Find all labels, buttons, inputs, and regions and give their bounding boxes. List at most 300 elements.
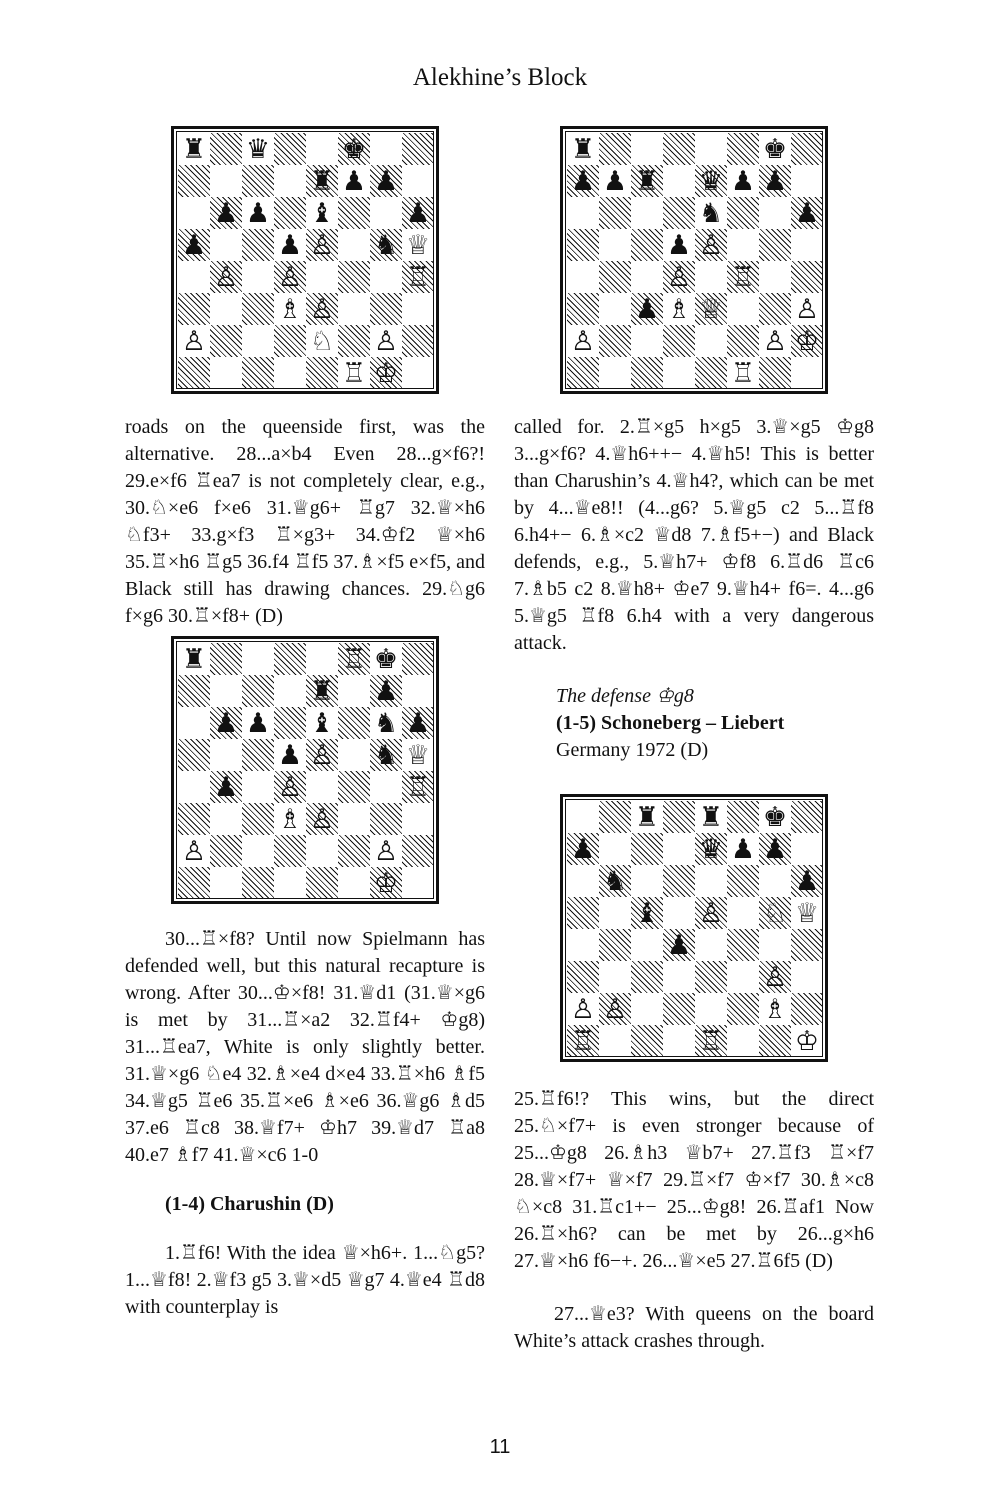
- board-square: [402, 835, 434, 867]
- board-square: [759, 261, 791, 293]
- board-square: [370, 643, 402, 675]
- board-square: [274, 261, 306, 293]
- white-pawn-icon: ♙: [570, 993, 596, 1025]
- board-square: [631, 325, 663, 357]
- board-square: [727, 325, 759, 357]
- chess-diagram-4: [560, 794, 828, 1062]
- board-square: [210, 675, 242, 707]
- black-king-icon: ♚: [373, 643, 399, 675]
- board-square: [178, 357, 210, 389]
- board-square: [695, 197, 727, 229]
- board-square: [695, 961, 727, 993]
- board-square: [242, 229, 274, 261]
- board-square: [274, 739, 306, 771]
- white-rook-icon: ♖: [730, 357, 756, 389]
- board-square: [402, 867, 434, 899]
- black-pawn-icon: ♟: [277, 229, 303, 261]
- board-square: [370, 197, 402, 229]
- white-pawn-icon: ♙: [373, 325, 399, 357]
- board-square: [338, 325, 370, 357]
- black-king-icon: ♚: [762, 801, 788, 833]
- board-square: [759, 229, 791, 261]
- board-square: [631, 229, 663, 261]
- board-square: [306, 197, 338, 229]
- board-square: [306, 165, 338, 197]
- board-square: [759, 801, 791, 833]
- board-square: [599, 929, 631, 961]
- board-square: [402, 261, 434, 293]
- board-square: [567, 929, 599, 961]
- white-pawn-icon: ♙: [181, 325, 207, 357]
- board-square: [663, 293, 695, 325]
- board-square: [695, 993, 727, 1025]
- black-queen-icon: ♛: [698, 833, 724, 865]
- board-square: [695, 165, 727, 197]
- black-pawn-icon: ♟: [762, 833, 788, 865]
- board-square: [338, 133, 370, 165]
- board-square: [370, 357, 402, 389]
- board-square: [791, 357, 823, 389]
- board-square: [210, 643, 242, 675]
- black-knight-icon: ♞: [698, 197, 724, 229]
- board-square: [695, 293, 727, 325]
- board-square: [791, 165, 823, 197]
- board-square: [306, 675, 338, 707]
- board-square: [759, 293, 791, 325]
- black-knight-icon: ♞: [373, 707, 399, 739]
- white-bishop-icon: ♗: [277, 293, 303, 325]
- board-square: [727, 833, 759, 865]
- board-square: [599, 325, 631, 357]
- board-square: [599, 293, 631, 325]
- paragraph: 25.♖f6!? This wins, but the direct 25.♘×f7+ is even stronger because of 25...♔g8 26.♗h3 ♕b7+ 27.♖f3 ♖×f7 28.♕×f7+ ♕×f7 29.♖×f7 ♔×f7 30.♗×c8 ♘×c8 31.♖c1+− 25...♔g8! 26.♖af1 Now 26.♖×h6? can be met by 26...g×h6 27.♕×h6 f6−+. 26...♕×e5 27.♖6f5 (D): [514, 1088, 874, 1272]
- board-square: [370, 739, 402, 771]
- board-square: [695, 929, 727, 961]
- board-square: [242, 165, 274, 197]
- board-square: [631, 1025, 663, 1057]
- board-square: [242, 675, 274, 707]
- board-square: [338, 293, 370, 325]
- board-square: [791, 801, 823, 833]
- board-square: [759, 197, 791, 229]
- board-square: [567, 833, 599, 865]
- board-square: [727, 993, 759, 1025]
- board-square: [759, 165, 791, 197]
- white-rook-icon: ♖: [570, 1025, 596, 1057]
- board-square: [370, 707, 402, 739]
- board-square: [274, 675, 306, 707]
- black-pawn-icon: ♟: [213, 707, 239, 739]
- board-square: [210, 197, 242, 229]
- black-pawn-icon: ♟: [570, 833, 596, 865]
- board-square: [306, 229, 338, 261]
- white-pawn-icon: ♙: [602, 993, 628, 1025]
- board-square: [759, 865, 791, 897]
- board-square: [210, 707, 242, 739]
- board-square: [599, 261, 631, 293]
- board-square: [210, 803, 242, 835]
- board-square: [599, 197, 631, 229]
- board-square: [242, 261, 274, 293]
- board-square: [759, 1025, 791, 1057]
- black-knight-icon: ♞: [373, 229, 399, 261]
- white-pawn-icon: ♙: [309, 803, 335, 835]
- board-square: [663, 929, 695, 961]
- white-bishop-icon: ♗: [666, 293, 692, 325]
- board-square: [242, 803, 274, 835]
- section-title: The defense ♔g8: [556, 685, 694, 707]
- board-square: [567, 293, 599, 325]
- board-square: [663, 357, 695, 389]
- board-square: [402, 133, 434, 165]
- black-pawn-icon: ♟: [634, 293, 660, 325]
- white-rook-icon: ♖: [341, 643, 367, 675]
- board-square: [402, 643, 434, 675]
- board-square: [178, 739, 210, 771]
- board-square: [210, 165, 242, 197]
- board-square: [663, 165, 695, 197]
- white-bishop-icon: ♗: [762, 993, 788, 1025]
- board-square: [599, 357, 631, 389]
- white-rook-icon: ♖: [405, 261, 431, 293]
- right-column: [514, 414, 874, 764]
- board-square: [178, 165, 210, 197]
- board-square: [695, 133, 727, 165]
- board-square: [178, 229, 210, 261]
- board-square: [274, 771, 306, 803]
- black-rook-icon: ♜: [309, 675, 335, 707]
- black-queen-icon: ♛: [698, 165, 724, 197]
- board-square: [663, 229, 695, 261]
- left-column: [125, 414, 485, 630]
- black-pawn-icon: ♟: [405, 197, 431, 229]
- white-rook-icon: ♖: [730, 261, 756, 293]
- white-rook-icon: ♖: [341, 357, 367, 389]
- board-square: [242, 197, 274, 229]
- board-square: [759, 961, 791, 993]
- board-square: [306, 803, 338, 835]
- board-square: [242, 771, 274, 803]
- board-square: [599, 865, 631, 897]
- board-square: [631, 293, 663, 325]
- board-square: [791, 229, 823, 261]
- board-square: [599, 1025, 631, 1057]
- board-square: [631, 133, 663, 165]
- board-square: [791, 293, 823, 325]
- board-square: [727, 133, 759, 165]
- white-pawn-icon: ♙: [309, 229, 335, 261]
- board-square: [402, 771, 434, 803]
- board-square: [759, 133, 791, 165]
- board-square: [759, 993, 791, 1025]
- board-square: [663, 1025, 695, 1057]
- black-pawn-icon: ♟: [213, 197, 239, 229]
- black-pawn-icon: ♟: [277, 739, 303, 771]
- board-square: [370, 675, 402, 707]
- board-square: [402, 739, 434, 771]
- board-square: [759, 929, 791, 961]
- board-square: [242, 133, 274, 165]
- board-square: [402, 803, 434, 835]
- board-square: [695, 1025, 727, 1057]
- white-rook-icon: ♖: [405, 771, 431, 803]
- game-title: (1-5) Schoneberg – Liebert: [556, 712, 785, 734]
- board-square: [727, 801, 759, 833]
- board-square: [370, 229, 402, 261]
- board-square: [402, 357, 434, 389]
- board-square: [370, 165, 402, 197]
- board-square: [791, 929, 823, 961]
- board-square: [631, 929, 663, 961]
- white-knight-icon: ♘: [309, 325, 335, 357]
- board-square: [306, 293, 338, 325]
- board-square: [210, 771, 242, 803]
- board-square: [567, 961, 599, 993]
- board-square: [695, 229, 727, 261]
- board-square: [727, 197, 759, 229]
- black-pawn-icon: ♟: [794, 865, 820, 897]
- board-square: [631, 961, 663, 993]
- board-square: [178, 867, 210, 899]
- paragraph: called for. 2.♖×g5 h×g5 3.♕×g5 ♔g8 3...g×f6? 4.♕h6++− 4.♕h5! This is better than Charushin’s 4.♕h4?, which can be met by 4...♕e8!! (4...g6? 5.♕g5 c2 5...♖f8 6.h4+− 6.♗×c2 ♕d8 7.♗f5+−) and Black defends, e.g., 5.♕h7+ ♔f8 6.♖d6 ♖c6 7.♗b5 c2 8.♕h8+ ♔e7 9.♕h4+ f6=. 4...g6 5.♕g5 ♖f8 6.h4 with a very dangerous attack.: [514, 416, 874, 654]
- board-square: [178, 707, 210, 739]
- black-bishop-icon: ♝: [309, 197, 335, 229]
- board-square: [370, 293, 402, 325]
- board-square: [791, 865, 823, 897]
- board-square: [338, 675, 370, 707]
- board-square: [663, 961, 695, 993]
- board-square: [210, 739, 242, 771]
- board-square: [567, 197, 599, 229]
- board-square: [402, 293, 434, 325]
- board-square: [274, 643, 306, 675]
- board-square: [370, 803, 402, 835]
- board-square: [178, 325, 210, 357]
- page-number: 11: [489, 1436, 511, 1458]
- board-square: [695, 261, 727, 293]
- chess-diagram-3: [171, 636, 439, 904]
- board-square: [567, 1025, 599, 1057]
- black-pawn-icon: ♟: [341, 165, 367, 197]
- board-square: [727, 357, 759, 389]
- board-square: [338, 643, 370, 675]
- paragraph: 1.♖f6! With the idea ♕×h6+. 1...♘g5? 1...♕f8! 2.♕f3 g5 3.♕×d5 ♕g7 4.♕e4 ♖d8 with counterplay is: [125, 1242, 485, 1318]
- board-square: [791, 961, 823, 993]
- board-square: [178, 803, 210, 835]
- black-pawn-icon: ♟: [405, 707, 431, 739]
- board-square: [791, 133, 823, 165]
- board-square: [599, 801, 631, 833]
- board-square: [210, 867, 242, 899]
- board-square: [338, 261, 370, 293]
- board-square: [242, 643, 274, 675]
- board-square: [663, 261, 695, 293]
- board-square: [727, 229, 759, 261]
- board-square: [274, 867, 306, 899]
- board-square: [567, 993, 599, 1025]
- board-square: [402, 165, 434, 197]
- board-square: [759, 357, 791, 389]
- white-king-icon: ♔: [373, 357, 399, 389]
- board-square: [338, 229, 370, 261]
- board-square: [663, 993, 695, 1025]
- black-knight-icon: ♞: [373, 739, 399, 771]
- black-pawn-icon: ♟: [245, 707, 271, 739]
- board-square: [306, 325, 338, 357]
- board-square: [663, 865, 695, 897]
- board-square: [727, 897, 759, 929]
- board-square: [727, 1025, 759, 1057]
- white-pawn-icon: ♙: [309, 739, 335, 771]
- board-square: [178, 293, 210, 325]
- board-square: [338, 803, 370, 835]
- board-square: [370, 133, 402, 165]
- board-square: [274, 293, 306, 325]
- board-square: [599, 833, 631, 865]
- board-square: [567, 801, 599, 833]
- board-square: [631, 897, 663, 929]
- black-rook-icon: ♜: [570, 133, 596, 165]
- black-king-icon: ♚: [341, 133, 367, 165]
- board-square: [631, 357, 663, 389]
- board-square: [306, 707, 338, 739]
- board-square: [178, 771, 210, 803]
- black-knight-icon: ♞: [602, 865, 628, 897]
- board-square: [178, 197, 210, 229]
- board-square: [631, 197, 663, 229]
- board-square: [791, 197, 823, 229]
- paragraph: roads on the queenside first, was the alternative. 28...a×b4 Even 28...g×f6?! 29.e×f6 ♖ea7 is not completely clear, e.g., 30.♘×e6 f×e6 31.♕g6+ ♖g7 32.♕×h6 ♘f3+ 33.g×f3 ♖×g3+ 34.♔f2 ♕×h6 35.♖×h6 ♖g5 36.f4 ♖f5 37.♗×f5 e×f5, and Black still has drawing chances. 29.♘g6 f×g6 30.♖×f8+ (D): [125, 416, 485, 627]
- board-square: [727, 961, 759, 993]
- board-square: [370, 835, 402, 867]
- board-square: [210, 325, 242, 357]
- board-square: [599, 961, 631, 993]
- board-square: [242, 867, 274, 899]
- board-square: [210, 835, 242, 867]
- board-square: [727, 865, 759, 897]
- board-square: [695, 865, 727, 897]
- board-square: [338, 739, 370, 771]
- right-column-lower: [514, 1086, 874, 1355]
- board-square: [663, 325, 695, 357]
- board-square: [274, 197, 306, 229]
- board-square: [274, 133, 306, 165]
- white-king-icon: ♔: [373, 867, 399, 899]
- board-square: [306, 357, 338, 389]
- board-square: [759, 325, 791, 357]
- board-square: [210, 293, 242, 325]
- black-pawn-icon: ♟: [181, 229, 207, 261]
- board-square: [274, 325, 306, 357]
- black-rook-icon: ♜: [181, 133, 207, 165]
- board-square: [306, 835, 338, 867]
- board-square: [306, 739, 338, 771]
- chess-diagram-1: [171, 126, 439, 394]
- paragraph: 30...♖×f8? Until now Spielmann has defended well, but this natural recapture is wrong. After 30...♔×f8! 31.♕d1 (31.♕×g6 is met by 31...♖×a2 32.♖f4+ ♔g8) 31...♖ea7, White is only slightly better. 31.♕×g6 ♘e4 32.♗×e4 d×e4 33.♖×h6 ♗f5 34.♕g5 ♖e6 35.♖×e6 ♗×e6 36.♕g6 ♗d5 37.e6 ♖c8 38.♕f7+ ♔h7 39.♕d7 ♖a8 40.e7 ♗f7 41.♕×c6 1-0: [125, 928, 485, 1166]
- board-square: [631, 993, 663, 1025]
- board-square: [695, 325, 727, 357]
- board-square: [402, 325, 434, 357]
- black-bishop-icon: ♝: [634, 897, 660, 929]
- black-pawn-icon: ♟: [570, 165, 596, 197]
- board-square: [274, 835, 306, 867]
- black-pawn-icon: ♟: [666, 229, 692, 261]
- board-square: [402, 197, 434, 229]
- black-rook-icon: ♜: [634, 165, 660, 197]
- black-pawn-icon: ♟: [213, 771, 239, 803]
- board-square: [599, 133, 631, 165]
- board-square: [306, 771, 338, 803]
- board-square: [306, 133, 338, 165]
- board-square: [178, 835, 210, 867]
- game-heading: (1-4) Charushin (D): [165, 1193, 334, 1215]
- board-square: [727, 929, 759, 961]
- board-square: [727, 261, 759, 293]
- board-square: [178, 133, 210, 165]
- white-king-icon: ♔: [794, 325, 820, 357]
- board-square: [599, 165, 631, 197]
- board-square: [695, 357, 727, 389]
- page-title: Alekhine’s Block: [412, 64, 588, 91]
- board-square: [791, 993, 823, 1025]
- board-square: [306, 261, 338, 293]
- board-square: [274, 803, 306, 835]
- white-pawn-icon: ♙: [698, 897, 724, 929]
- white-pawn-icon: ♙: [666, 261, 692, 293]
- black-pawn-icon: ♟: [762, 165, 788, 197]
- board-square: [695, 833, 727, 865]
- white-queen-icon: ♕: [698, 293, 724, 325]
- board-square: [567, 865, 599, 897]
- board-square: [210, 357, 242, 389]
- board-square: [306, 867, 338, 899]
- board-square: [274, 165, 306, 197]
- board-square: [599, 993, 631, 1025]
- board-square: [242, 357, 274, 389]
- board-square: [210, 261, 242, 293]
- board-square: [370, 867, 402, 899]
- board-square: [567, 133, 599, 165]
- black-rook-icon: ♜: [309, 165, 335, 197]
- black-king-icon: ♚: [762, 133, 788, 165]
- board-square: [759, 897, 791, 929]
- board-square: [370, 261, 402, 293]
- board-square: [306, 643, 338, 675]
- board-square: [791, 1025, 823, 1057]
- white-pawn-icon: ♙: [181, 835, 207, 867]
- white-pawn-icon: ♙: [213, 261, 239, 293]
- black-pawn-icon: ♟: [245, 197, 271, 229]
- board-square: [791, 897, 823, 929]
- white-king-icon: ♔: [794, 1025, 820, 1057]
- board-square: [242, 835, 274, 867]
- white-queen-icon: ♕: [405, 229, 431, 261]
- black-pawn-icon: ♟: [373, 675, 399, 707]
- white-pawn-icon: ♙: [762, 961, 788, 993]
- white-knight-icon: ♘: [762, 897, 788, 929]
- white-pawn-icon: ♙: [277, 261, 303, 293]
- board-square: [242, 325, 274, 357]
- board-square: [242, 293, 274, 325]
- board-square: [791, 325, 823, 357]
- black-rook-icon: ♜: [181, 643, 207, 675]
- board-square: [338, 707, 370, 739]
- board-square: [338, 867, 370, 899]
- board-square: [402, 229, 434, 261]
- board-square: [631, 165, 663, 197]
- white-bishop-icon: ♗: [277, 803, 303, 835]
- board-square: [338, 771, 370, 803]
